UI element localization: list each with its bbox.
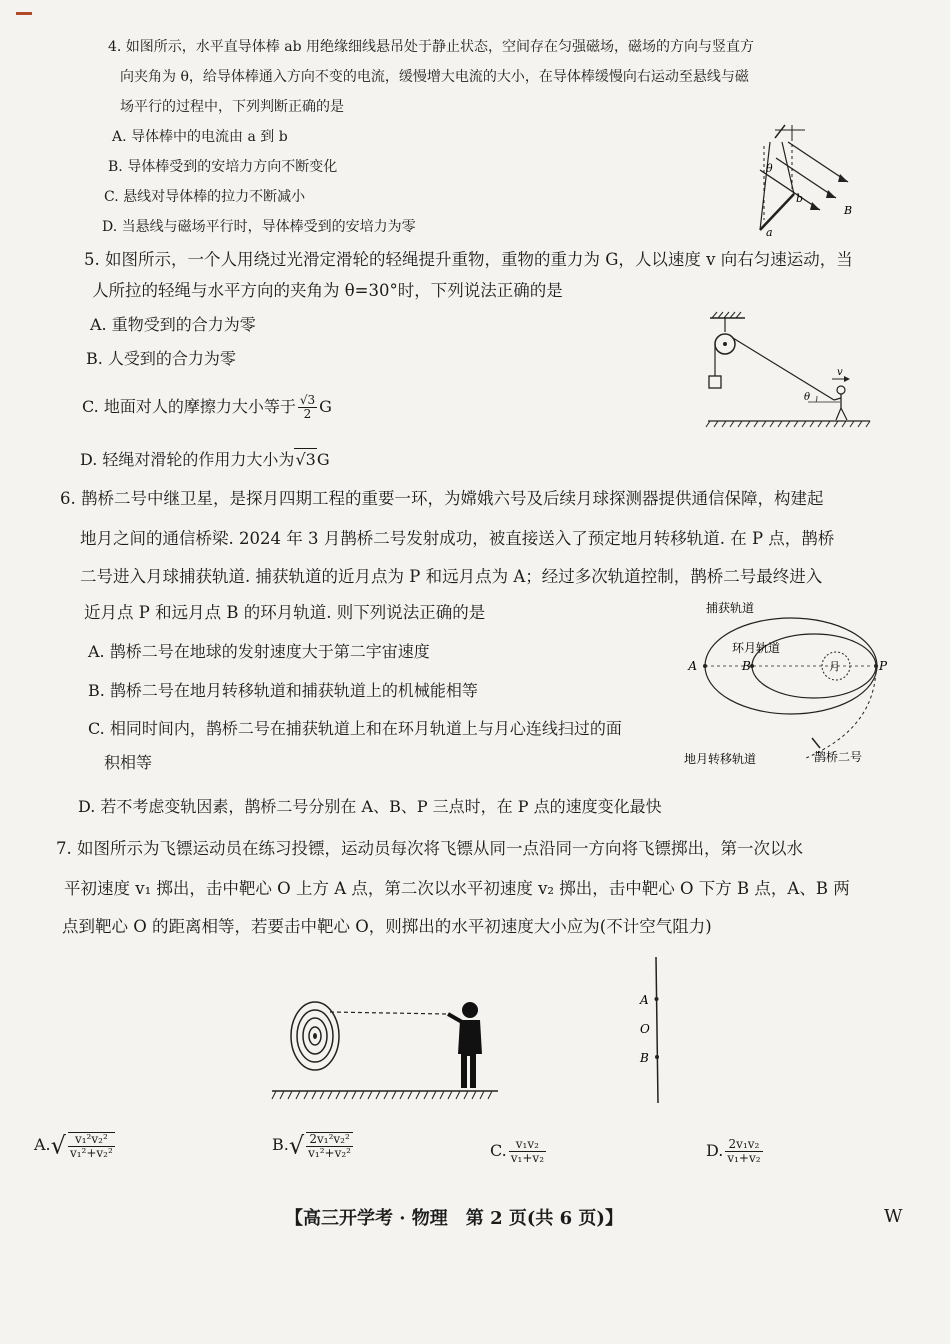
- q6-option-c-line-2: 积相等: [104, 753, 153, 772]
- q7-fig-O: O: [640, 1022, 650, 1036]
- q7-line-2: 平初速度 v₁ 掷出，击中靶心 O 上方 A 点，第二次以水平初速度 v₂ 掷出，击中靶心 O 下方 B 点，A、B 两: [64, 879, 850, 898]
- q6-fig-A: A: [688, 659, 697, 673]
- q6-line-1: 6. 鹊桥二号中继卫星，是探月四期工程的重要一环，为嫦娥六号及后续月球探测器提供通信保障，构建起: [60, 489, 824, 508]
- q6-line-4: 近月点 P 和远月点 B 的环月轨道. 则下列说法正确的是: [84, 603, 486, 622]
- q4-fig-a: a: [766, 226, 773, 239]
- q4-option-a: A. 导体棒中的电流由 a 到 b: [112, 129, 288, 145]
- q5-option-b: B. 人受到的合力为零: [86, 349, 236, 368]
- q4-option-c: C. 悬线对导体棒的拉力不断减小: [104, 189, 306, 205]
- q6-option-c-line-1: C. 相同时间内，鹊桥二号在捕获轨道上和在环月轨道上与月心连线扫过的面: [88, 719, 622, 738]
- q7-target-line-figure: [630, 955, 680, 1105]
- q4-figure: [730, 120, 870, 240]
- q4-line-2: 向夹角为 θ，给导体棒通入方向不变的电流，缓慢增大电流的大小，在导体棒缓慢向右运动至悬线与磁: [120, 69, 749, 85]
- q6-fig-B: B: [742, 659, 751, 673]
- q6-option-b: B. 鹊桥二号在地月转移轨道和捕获轨道上的机械能相等: [88, 681, 478, 700]
- q5-fig-v: v: [837, 367, 843, 378]
- q5-line-1: 5. 如图所示，一个人用绕过光滑定滑轮的轻绳提升重物，重物的重力为 G，人以速度 v 向右匀速运动，当: [84, 250, 853, 269]
- q6-option-a: A. 鹊桥二号在地球的发射速度大于第二宇宙速度: [88, 642, 430, 661]
- q6-option-d: D. 若不考虑变轨因素，鹊桥二号分别在 A、B、P 三点时，在 P 点的速度变化最快: [78, 797, 662, 816]
- q6-fig-transfer-orbit: 地月转移轨道: [684, 752, 757, 766]
- page-footer: 【高三开学考 · 物理 第 2 页(共 6 页)】: [285, 1208, 623, 1229]
- corner-mark: [16, 12, 32, 15]
- q4-fig-b: b: [796, 192, 804, 205]
- q5-option-c: C. 地面对人的摩擦力大小等于 $\frac{√3}{2}$ G: [82, 393, 332, 421]
- q6-orbit-figure: [676, 598, 896, 778]
- q7-thrower-figure: [270, 990, 500, 1105]
- q7-fig-B: B: [640, 1051, 649, 1065]
- q7-fig-A: A: [640, 993, 649, 1007]
- q7-option-c: C. $\frac{\text{v₁v₂}}{\text{v₁+v₂}}$: [490, 1137, 544, 1165]
- q4-line-1: 4. 如图所示，水平直导体棒 ab 用绝缘细线悬吊处于静止状态，空间存在匀强磁场，磁场的方向与竖直方: [108, 39, 755, 55]
- q5-option-d: D. 轻绳对滑轮的作用力大小为√3G: [80, 450, 330, 469]
- q4-option-d: D. 当悬线与磁场平行时，导体棒受到的安培力为零: [102, 219, 416, 235]
- q6-fig-moon: 月: [829, 660, 840, 673]
- q6-fig-P: P: [879, 659, 888, 673]
- q6-fig-lunar-orbit: 环月轨道: [732, 641, 781, 655]
- q4-fig-theta: θ: [766, 162, 773, 175]
- q5-line-2: 人所拉的轻绳与水平方向的夹角为 θ=30°时，下列说法正确的是: [92, 281, 563, 300]
- q5-option-a: A. 重物受到的合力为零: [90, 315, 256, 334]
- q7-option-a: A.√ $\frac{\text{v₁²v₂²}}{\text{v₁²+v₂²}}$: [34, 1131, 113, 1160]
- q7-option-b: B.√ $\frac{\text{2v₁²v₂²}}{\text{v₁²+v₂²}}$: [272, 1131, 351, 1160]
- q4-fig-B: B: [844, 204, 853, 217]
- q4-line-3: 场平行的过程中，下列判断正确的是: [120, 99, 344, 115]
- q5-figure: [700, 310, 880, 435]
- q6-line-2: 地月之间的通信桥梁. 2024 年 3 月鹊桥二号发射成功，被直接送入了预定地月转移轨道. 在 P 点，鹊桥: [80, 529, 835, 548]
- q6-fig-satellite: 鹊桥二号: [814, 750, 863, 764]
- q6-line-3: 二号进入月球捕获轨道. 捕获轨道的近月点为 P 和远月点为 A；经过多次轨道控制，鹊桥二号最终进入: [80, 567, 823, 586]
- watermark-letter: W: [884, 1206, 903, 1227]
- q7-option-d: D. $\frac{\text{2v₁v₂}}{\text{v₁+v₂}}$: [706, 1137, 761, 1165]
- q4-option-b: B. 导体棒受到的安培力方向不断变化: [108, 159, 338, 175]
- q7-line-3: 点到靶心 O 的距离相等，若要击中靶心 O，则掷出的水平初速度大小应为(不计空气阻力): [62, 917, 712, 936]
- q5-fig-theta: θ: [804, 392, 811, 403]
- q7-line-1: 7. 如图所示为飞镖运动员在练习投镖，运动员每次将飞镖从同一点沿同一方向将飞镖掷出，第一次以水: [56, 839, 803, 858]
- q6-fig-capture-orbit: 捕获轨道: [706, 601, 755, 615]
